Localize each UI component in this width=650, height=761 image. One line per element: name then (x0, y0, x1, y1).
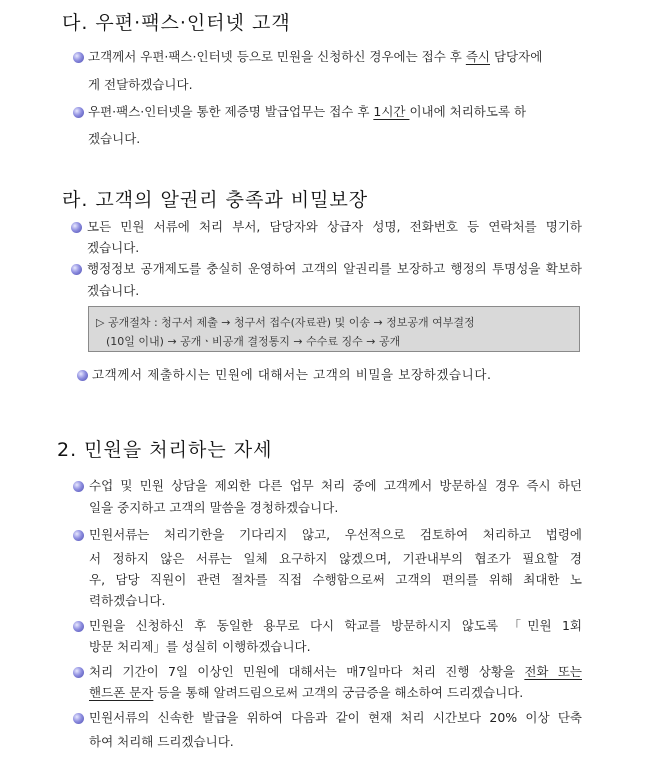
paragraph-line: 수업 및 민원 상담을 제외한 다른 업무 처리 중에 고객께서 방문하실 경우 즉시 하던 (89, 478, 582, 493)
bullet-icon (71, 222, 82, 233)
procedure-line: ▷ 공개절차 : 청구서 제출 → 청구서 접수(자료관) 및 이송 → 정보공개 여부결정 (96, 316, 475, 329)
underlined-text: 핸드폰 문자 (89, 685, 154, 700)
paragraph-line: 민원서류의 신속한 발급을 위하여 다음과 같이 현재 처리 시간보다 20% 이상 단축 (89, 710, 582, 725)
underlined-text: 즉시 (465, 49, 490, 64)
paragraph-line: 서 정하지 않은 서류는 일체 요구하지 않겠으며, 기관내부의 협조가 필요할 경 (89, 551, 582, 566)
underlined-text: 1시간 (373, 104, 410, 119)
bullet-icon (73, 530, 84, 541)
section-heading-ra: 라. 고객의 알권리 충족과 비밀보장 (62, 189, 369, 211)
paragraph-line: 방문 처리제」를 성실히 이행하겠습니다. (89, 639, 311, 654)
text: 등을 통해 알려드림으로써 고객의 궁금증을 해소하여 드리겠습니다. (153, 685, 524, 700)
paragraph-line: 일을 중지하고 고객의 말씀을 경청하겠습니다. (89, 500, 339, 515)
bullet-icon (71, 264, 82, 275)
paragraph-line: 우, 담당 직원이 관련 절차를 직접 수행함으로써 고객의 편의를 위해 최대한 노 (89, 572, 582, 587)
bullet-icon (73, 481, 84, 492)
bullet-icon (77, 370, 88, 381)
bullet-icon (73, 621, 84, 632)
text: 고객께서 우편·팩스·인터넷 등으로 민원을 신청하신 경우에는 접수 후 (88, 49, 466, 64)
paragraph-line (89, 664, 582, 680)
paragraph-line: 겠습니다. (88, 131, 141, 146)
bullet-icon (73, 52, 84, 63)
bullet-icon (73, 107, 84, 118)
paragraph-line: 게 전달하겠습니다. (88, 77, 193, 92)
paragraph-line: 민원서류는 처리기한을 기다리지 않고, 우선적으로 검토하여 처리하고 법령에 (89, 527, 582, 542)
paragraph-line: 행정정보 공개제도를 충실히 운영하여 고객의 알권리를 보장하고 행정의 투명성을 확보하 (87, 261, 582, 276)
paragraph-line: 민원을 신청하신 후 동일한 용무로 다시 학교를 방문하시지 않도록 「민원 1회 (89, 618, 582, 633)
section-heading-da: 다. 우편·팩스·인터넷 고객 (62, 12, 291, 34)
paragraph-line (89, 685, 523, 701)
text: 처리 기간이 7일 이상인 민원에 대해서는 매7일마다 처리 진행 상황을 (89, 664, 525, 679)
bullet-icon (73, 667, 84, 678)
paragraph-line: 겠습니다. (87, 283, 140, 298)
paragraph-line (88, 49, 542, 65)
paragraph-line (88, 104, 526, 120)
paragraph-line: 모든 민원 서류에 처리 부서, 담당자와 상급자 성명, 전화번호 등 연락처를 명기하 (87, 219, 582, 234)
paragraph-line: 겠습니다. (87, 240, 140, 255)
text: 담당자에 (490, 49, 543, 64)
text: 우편·팩스·인터넷을 통한 제증명 발급업무는 접수 후 (88, 104, 374, 119)
paragraph-line: 고객께서 제출하시는 민원에 대해서는 고객의 비밀을 보장하겠습니다. (92, 367, 492, 382)
text: 이내에 처리하도록 하 (409, 104, 527, 119)
bullet-icon (73, 713, 84, 724)
paragraph-line: 하여 처리해 드리겠습니다. (89, 734, 234, 749)
section-heading-2: 2. 민원을 처리하는 자세 (57, 439, 273, 461)
underlined-text: 전화 또는 (524, 664, 583, 679)
procedure-line: (10일 이내) → 공개ㆍ비공개 결정통지 → 수수료 징수 → 공개 (106, 335, 401, 348)
paragraph-line: 력하겠습니다. (89, 593, 166, 608)
